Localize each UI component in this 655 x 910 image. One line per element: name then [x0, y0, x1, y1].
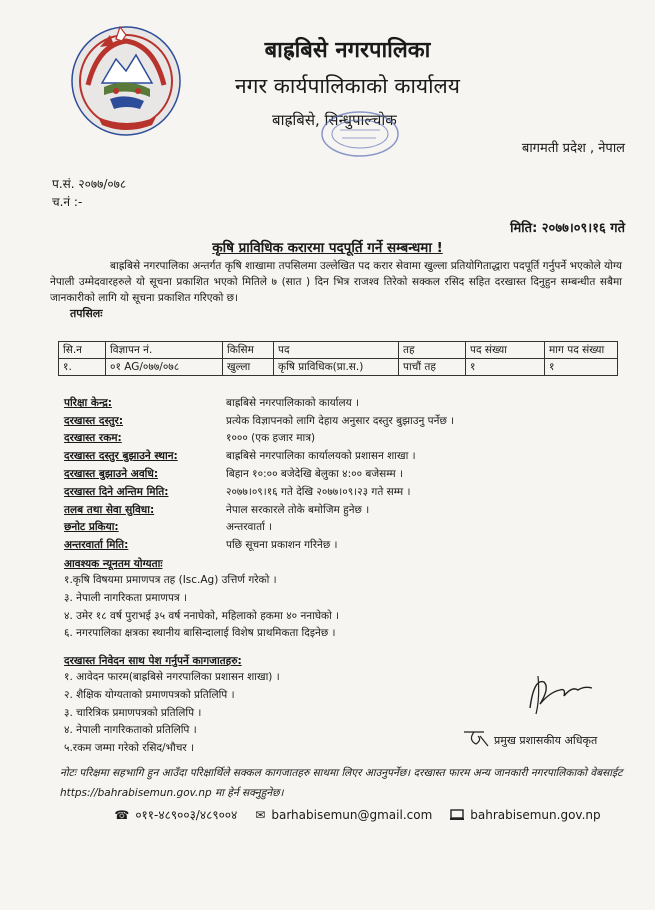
- col-sn: सि.न: [59, 342, 106, 359]
- phone-icon: ☎: [114, 807, 130, 822]
- detail-value: बाह्रबिसे नगरपालिका कार्यालयको प्रशासन शाखा ।: [226, 450, 416, 463]
- detail-label: दरखास्त दस्तुर बुझाउने स्थान:: [64, 450, 178, 463]
- col-level: तह: [399, 342, 466, 359]
- detail-label: छनोट प्रकिया:: [64, 521, 119, 534]
- detail-row: [64, 536, 454, 554]
- detail-row: [64, 447, 454, 465]
- detail-value: प्रत्येक विज्ञापनको लागि देहाय अनुसार दस्तुर बुझाउनु पर्नेछ ।: [226, 414, 455, 427]
- detail-row: [64, 501, 454, 519]
- table-cell: पाचौं तह: [399, 359, 466, 376]
- detail-row: [64, 465, 454, 483]
- notice-paragraph: बाह्रबिसे नगरपालिका अन्तर्गत कृषि शाखामा तपसिलमा उल्लेखित पद करार सेवामा खुल्ला प्रतियोगिताद्धारा पदपूर्ति गर्नुपर्ने भएकोले योग्य नेपाली उम्मेदवारहरुले यो सूचना प्रकाशित भएको मितिले ७ (सात ) दिन भित्र राजश्व तिरेको सक्कल रसिद सहित दरखास्त दिनुहुन सम्बन्धीत सबैमा जानकारीको लागि यो सूचना प्रकाशित गरिएको छ।: [50, 260, 622, 304]
- documents-list: [64, 669, 280, 758]
- detail-value: पछि सूचना प्रकाशन गरिनेछ ।: [226, 539, 338, 552]
- detail-row: [64, 430, 454, 448]
- signer-title: प्रमुख प्रशासकीय अधिकृत: [494, 734, 598, 747]
- list-item: ५.रकम जम्मा गरेको रसिद/भौचर ।: [64, 742, 194, 755]
- phone-number: ०११-४८९००३/४८९००४: [135, 808, 238, 822]
- detail-label: दरखास्त रकम:: [64, 432, 122, 445]
- table-cell: १: [466, 359, 545, 376]
- detail-label: दरखास्त दिने अन्तिम मिति:: [64, 485, 169, 498]
- officer-signature: [520, 668, 600, 718]
- list-item: ४. उमेर १८ वर्ष पुराभई ३५ वर्ष ननाघेको, महिलाको हकमा ४० ननाघेको ।: [64, 609, 340, 622]
- detail-value: नेपाल सरकारले तोके बमोजिम हुनेछ ।: [226, 503, 370, 516]
- detail-row: [64, 483, 454, 501]
- table-cell: १: [545, 359, 618, 376]
- detail-label: परिक्षा केन्द्र:: [64, 396, 112, 409]
- col-demand-count: माग पद संख्या: [545, 342, 618, 359]
- letter-number: प.सं. २०७७/०७८: [52, 177, 127, 191]
- detail-label: तलब तथा सेवा सुविधा:: [64, 503, 155, 516]
- detail-label: दरखास्त बुझाउने अवधि:: [64, 468, 159, 481]
- col-ad-number: विज्ञापन नं.: [106, 342, 223, 359]
- table-cell: खुल्ला: [223, 359, 274, 376]
- detail-value: अन्तरवार्ता ।: [226, 521, 273, 534]
- table-cell: १.: [59, 359, 106, 376]
- list-item: १.कृषि विषयमा प्रमाणपत्र तह (Isc.Ag) उत्तिर्ण गरेको ।: [64, 574, 277, 586]
- list-item: ३. चारित्रिक प्रमाणपत्रको प्रतिलिपि ।: [64, 706, 202, 719]
- computer-icon: [450, 809, 464, 821]
- notice-subject: कृषि प्राविधिक करारमा पदपूर्ति गर्ने सम्बन्धमा !: [212, 240, 443, 256]
- detail-value: १००० (एक हजार मात्र): [226, 432, 316, 445]
- list-item: ६. नगरपालिका क्षत्रका स्थानीय बासिन्दालाई विशेष प्राथमिकता दिइनेछ ।: [64, 627, 336, 640]
- office-address: बाह्रबिसे, सिन्धुपाल्चोक: [272, 111, 397, 129]
- table-header-row: [59, 342, 618, 359]
- initials-mark: [462, 726, 490, 748]
- table-cell: ०१ AG/०७७/०७८: [106, 359, 223, 376]
- office-name-line1: बाह्रबिसे नगरपालिका: [264, 38, 431, 63]
- list-item: १. आवेदन फारम(बाह्रबिसे नगरपालिका प्रशासन शाखा) ।: [64, 671, 280, 683]
- detail-value: २०७७।०९।१६ गते देखि २०७७।०९।२३ गते सम्म ।: [226, 485, 411, 498]
- list-item: ३. नेपाली नागरिकता प्रमाणपत्र ।: [64, 591, 188, 604]
- detail-label: दरखास्त दस्तुर:: [64, 414, 124, 427]
- reference-block: [52, 175, 126, 211]
- detail-row: [64, 394, 454, 412]
- col-post-count: पद संख्या: [466, 342, 545, 359]
- detail-label: अन्तरवार्ता मिति:: [64, 539, 129, 552]
- details-list: [64, 394, 454, 554]
- contact-website: [450, 806, 600, 823]
- province-label: बागमती प्रदेश , नेपाल: [521, 141, 625, 156]
- table-cell: कृषि प्राविधिक(प्रा.स.): [274, 359, 399, 376]
- details-label: तपसिलः: [70, 307, 103, 320]
- website-url: bahrabisemun.gov.np: [470, 807, 601, 822]
- list-item: ४. नेपाली नागरिकताको प्रतिलिपि ।: [64, 724, 197, 737]
- qualifications-list: [64, 572, 339, 643]
- list-item: २. शैक्षिक योग्यताको प्रमाणपत्रको प्रतिलिपि ।: [64, 688, 235, 701]
- contact-phone: [114, 806, 237, 823]
- qualifications-title: आवश्यक न्यूनतम योग्यताः: [64, 558, 163, 570]
- table-row: [59, 359, 618, 376]
- detail-value: बिहान १०:०० बजेदेखि बेलुका ४:०० बजेसम्म ।: [226, 468, 404, 481]
- contact-bar: [0, 806, 655, 823]
- contact-email: [255, 806, 432, 823]
- detail-row: [64, 412, 454, 430]
- col-type: किसिम: [223, 342, 274, 359]
- office-name-line2: नगर कार्यपालिकाको कार्यालय: [235, 74, 460, 98]
- col-post: पद: [274, 342, 399, 359]
- email-address: barhabisemun@gmail.com: [271, 807, 433, 822]
- vacancy-table: [58, 341, 618, 376]
- footer-note: नोटः परिक्षमा सहभागि हुन आउँदा परिक्षार्थिले सक्कल कागजातहरु साथमा लिएर आउनुपर्नेछ। दरखास्त फारम अन्य जानकारी नगरपालिकाको वेबसाईट https://bahrabisemun.gov.np मा हेर्न सक्नुहुनेछ।: [60, 767, 623, 799]
- office-stamp-seal: [318, 108, 402, 160]
- detail-value: बाह्रबिसे नगरपालिकाको कार्यालय ।: [226, 396, 360, 409]
- detail-row: [64, 519, 454, 537]
- notice-date: मिति: २०७७।०९।१६ गते: [510, 221, 625, 236]
- dispatch-number: च.नं :-: [52, 195, 83, 209]
- documents-title: दरखास्त निवेदन साथ पेश गर्नुपर्ने कागजातहरु:: [64, 655, 242, 667]
- envelope-icon: ✉: [255, 807, 266, 822]
